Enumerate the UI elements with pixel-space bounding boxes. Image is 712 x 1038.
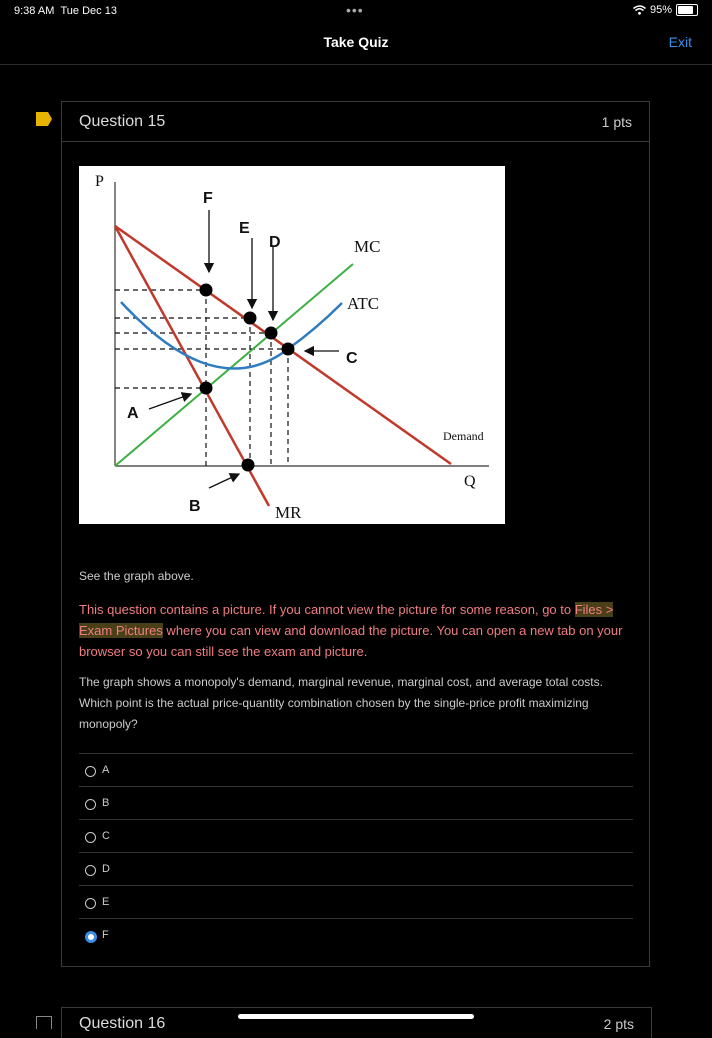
mr-label: MR (275, 503, 302, 522)
question-intro: See the graph above. (79, 569, 194, 583)
answer-option-e[interactable] (79, 885, 633, 918)
radio-button[interactable] (85, 931, 97, 943)
status-time: 9:38 AM Tue Dec 13 (14, 5, 117, 17)
radio-button[interactable] (85, 898, 96, 909)
files-link[interactable]: Files > Exam Pictures (79, 602, 614, 638)
answer-list (79, 753, 633, 951)
answer-label: B (102, 797, 110, 809)
point-d-label: D (269, 234, 281, 251)
answer-option-c[interactable] (79, 819, 633, 852)
battery-percent: 95% (649, 4, 672, 16)
point-a-label: A (127, 405, 139, 422)
home-indicator[interactable] (238, 1014, 474, 1019)
answer-label: A (102, 764, 110, 776)
bookmark-flag-icon[interactable] (36, 1016, 52, 1029)
question-points: 1 pts (601, 114, 632, 130)
question-card (61, 101, 650, 967)
radio-button[interactable] (85, 832, 96, 843)
exit-button[interactable]: Exit (668, 34, 692, 50)
point-c-label: C (346, 350, 358, 367)
answer-label: E (102, 896, 110, 908)
picture-notice: This question contains a picture. If you cannot view the picture for some reason, go to Files > Exam Pictures where you can view and download the picture. You can open a new tab on your browser so you can still see the exam and picture. (79, 602, 623, 659)
question-header (62, 102, 649, 142)
next-question-card (61, 1007, 652, 1038)
bookmark-flag-icon[interactable] (36, 112, 52, 126)
dashed-guides (115, 290, 288, 466)
point-b-label: B (189, 498, 201, 515)
p-axis-label: P (95, 173, 104, 190)
point-c (282, 343, 295, 356)
wifi-icon (633, 5, 646, 15)
point-b (242, 459, 255, 472)
atc-label: ATC (347, 294, 380, 313)
battery-icon (676, 4, 698, 16)
radio-button[interactable] (85, 865, 96, 876)
mc-curve (115, 264, 353, 466)
radio-button[interactable] (85, 766, 96, 777)
answer-option-b[interactable] (79, 786, 633, 819)
status-bar (0, 0, 712, 22)
next-question-title: Question 16 (79, 1015, 166, 1032)
q-axis-label: Q (464, 473, 476, 490)
answer-option-f[interactable] (79, 918, 633, 951)
answer-label: F (102, 929, 109, 941)
answer-option-d[interactable] (79, 852, 633, 885)
status-right (633, 4, 698, 16)
question-title: Question 15 (79, 113, 166, 130)
question-body: The graph shows a monopoly's demand, marginal revenue, marginal cost, and average total costs. Which point is the actual price-quantity combination chosen by the single-price profit maximizing monopoly? (79, 675, 603, 731)
answer-label: D (102, 863, 110, 875)
demand-label: Demand (443, 429, 484, 443)
mc-label: MC (354, 237, 381, 256)
point-d (265, 327, 278, 340)
multitask-dots[interactable]: ••• (346, 2, 364, 18)
point-f (200, 284, 213, 297)
atc-curve (121, 302, 342, 369)
next-question-points: 2 pts (603, 1016, 634, 1032)
answer-option-a[interactable] (79, 753, 633, 786)
radio-button[interactable] (85, 799, 96, 810)
page-title: Take Quiz (323, 34, 389, 50)
nav-bar (0, 22, 712, 65)
point-f-label: F (203, 190, 213, 207)
point-a (200, 382, 213, 395)
monopoly-graph (79, 166, 505, 524)
point-e-label: E (239, 220, 250, 237)
point-e (244, 312, 257, 325)
answer-label: C (102, 830, 110, 842)
